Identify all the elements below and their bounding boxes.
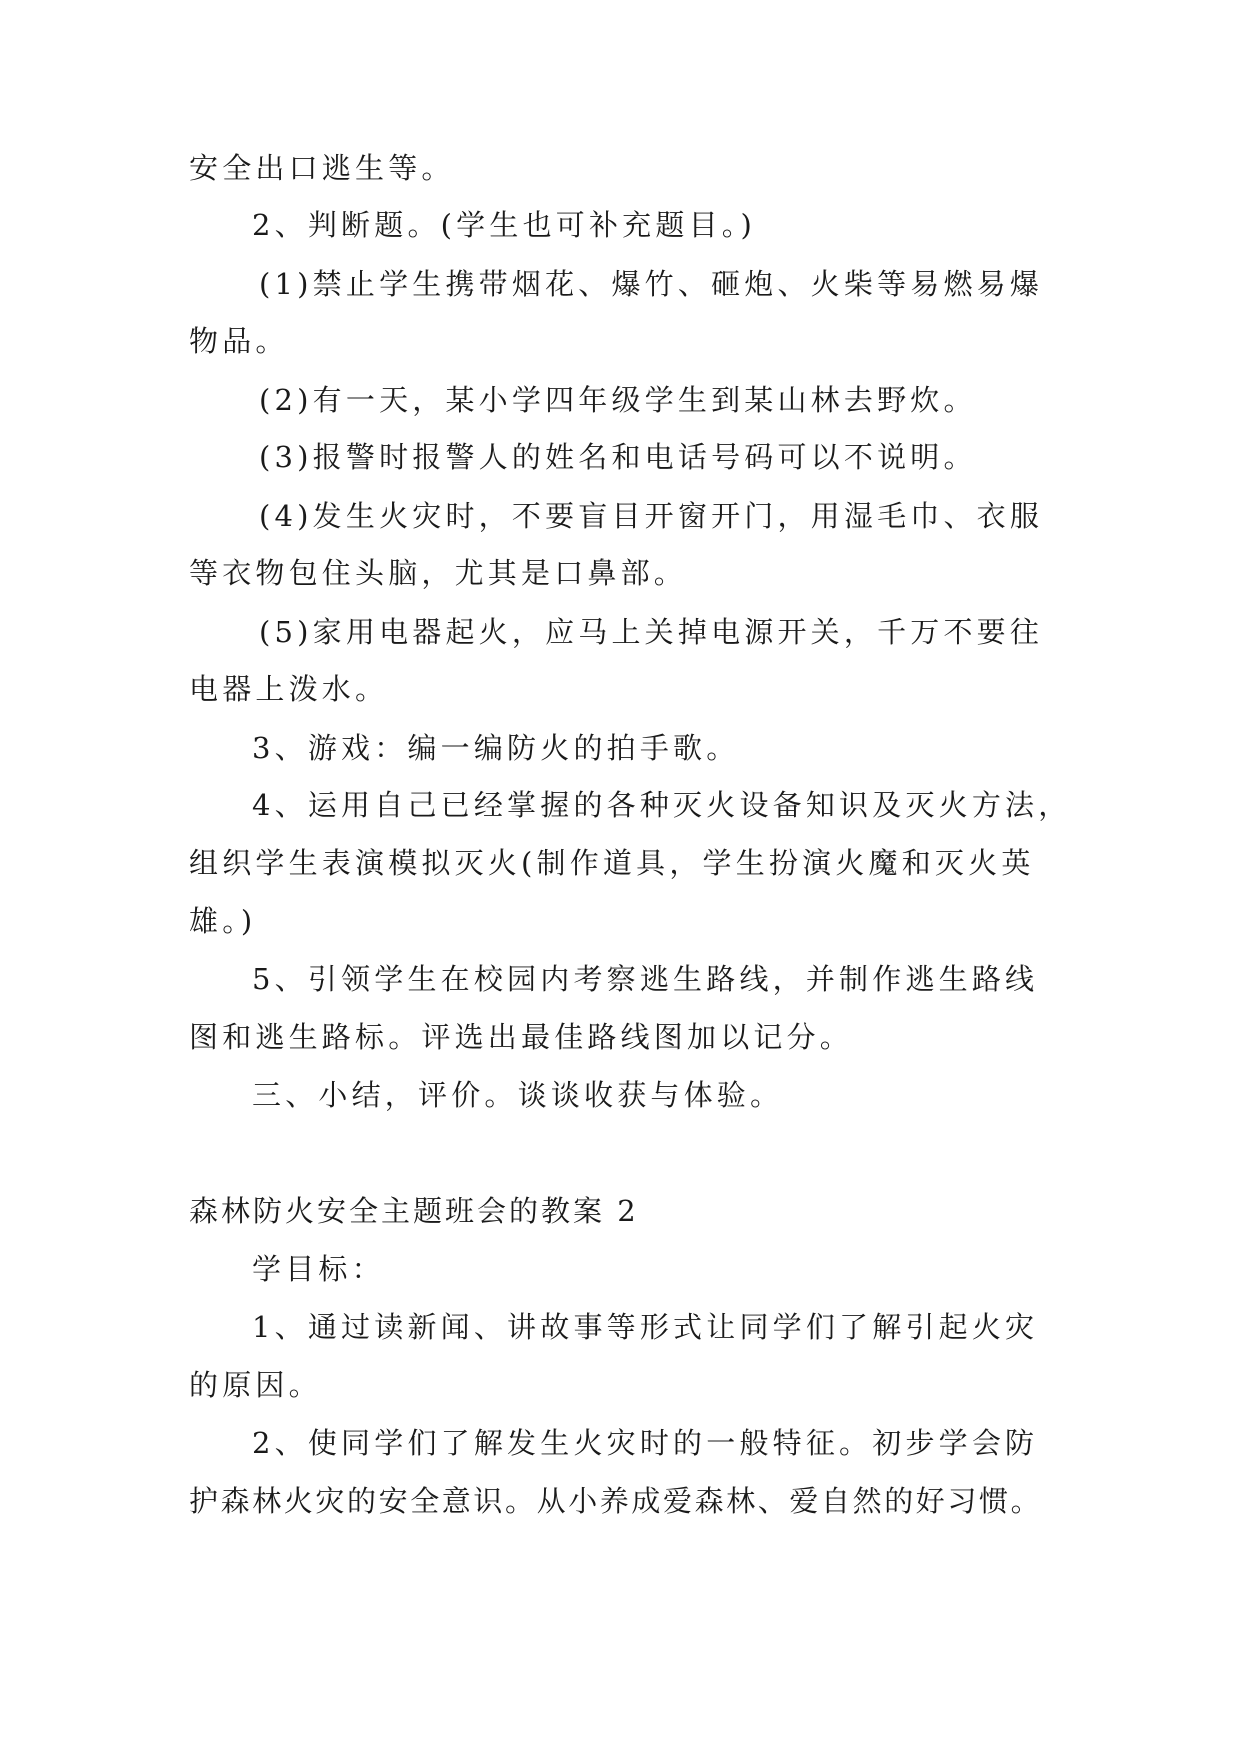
text-line: 1、通过读新闻、讲故事等形式让同学们了解引起火灾 [252,1310,1039,1344]
text-line: (4)发生火灾时，不要盲目开窗开门，用湿毛巾、衣服 [259,499,1044,533]
text-line: 学目标： [252,1252,385,1286]
text-line: 5、引领学生在校园内考察逃生路线，并制作逃生路线 [252,962,1039,996]
section-heading: 森林防火安全主题班会的教案 2 [189,1194,639,1228]
text-line: 图和逃生路标。评选出最佳路线图加以记分。 [189,1020,854,1054]
text-line: (2)有一天，某小学四年级学生到某山林去野炊。 [259,383,977,417]
text-line: (1)禁止学生携带烟花、爆竹、砸炮、火柴等易燃易爆 [259,267,1044,301]
text-line: 2、判断题。(学生也可补充题目。) [252,208,756,242]
text-line: 三、小结，评价。谈谈收获与体验。 [252,1078,784,1112]
text-line: 4、运用自己已经掌握的各种灭火设备知识及灭火方法， [252,788,1072,822]
text-line: 雄。) [189,904,257,938]
text-line: 电器上泼水。 [189,672,389,706]
text-line: 护森林火灾的安全意识。从小养成爱森林、爱自然的好习惯。 [189,1484,1043,1518]
text-line: 安全出口逃生等。 [189,151,455,185]
text-line: 的原因。 [189,1368,322,1402]
text-line: 等衣物包住头脑，尤其是口鼻部。 [189,556,688,590]
text-line: (3)报警时报警人的姓名和电话号码可以不说明。 [259,440,977,474]
text-line: 组织学生表演模拟灭火(制作道具，学生扮演火魔和灭火英 [189,846,1035,880]
text-line: 2、使同学们了解发生火灾时的一般特征。初步学会防 [252,1426,1039,1460]
text-line: (5)家用电器起火，应马上关掉电源开关，千万不要往 [259,615,1044,649]
text-line: 物品。 [189,324,289,358]
text-line: 3、游戏：编一编防火的拍手歌。 [252,731,740,765]
